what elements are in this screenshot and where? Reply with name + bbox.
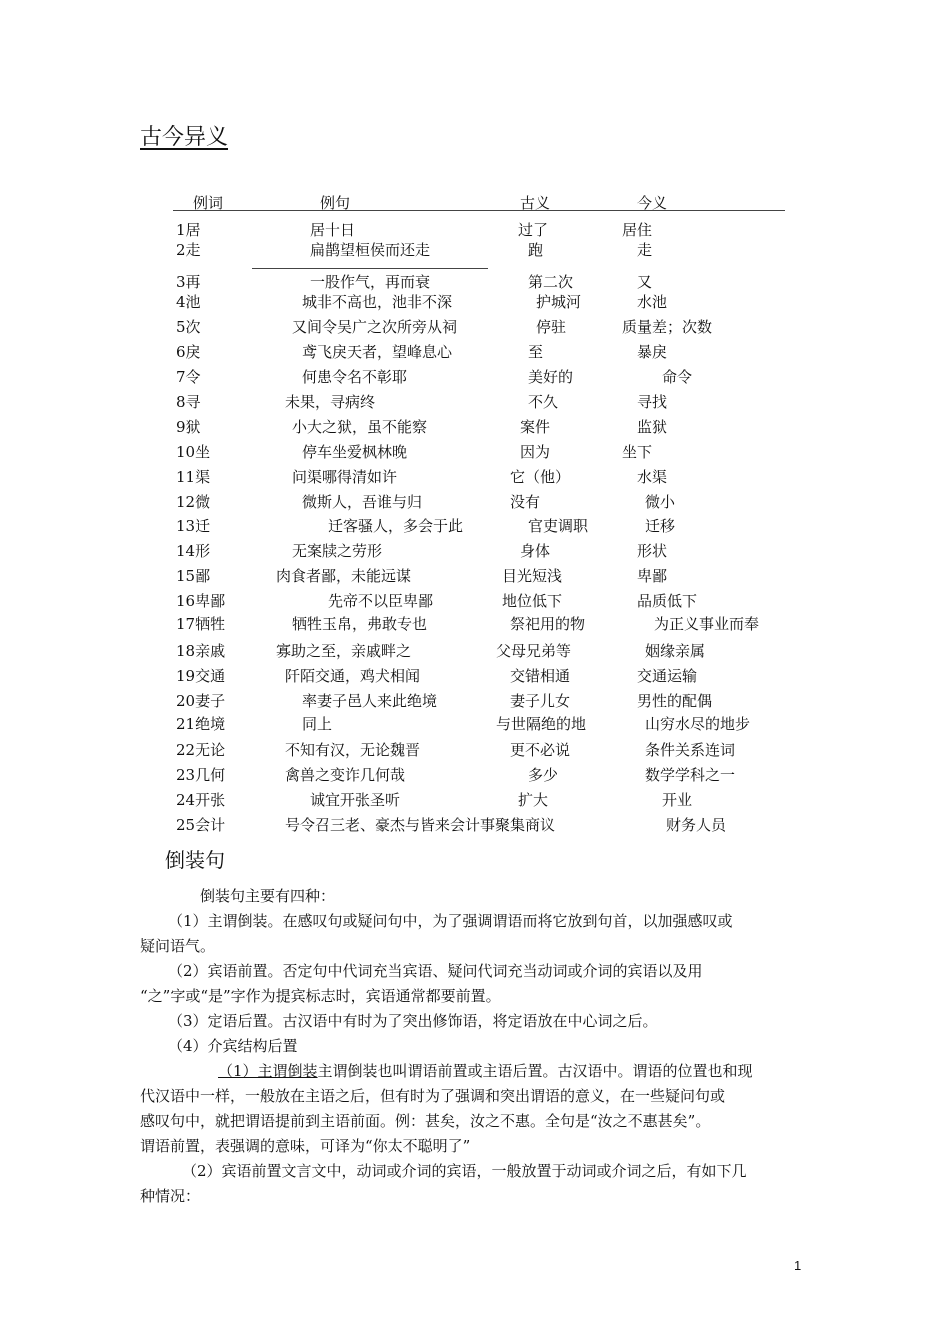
table-cell-modern: 品质低下 <box>637 592 698 610</box>
table-cell-sentence: 微斯人，吾谁与归 <box>302 493 423 511</box>
table-cell-sentence: 小大之狱，虽不能察 <box>292 418 428 436</box>
table-cell-modern: 山穷水尽的地步 <box>645 715 751 733</box>
table-cell-ancient: 过了 <box>518 221 549 239</box>
table-cell-word: 20妻子 <box>176 692 226 710</box>
table-cell-sentence: 牺牲玉帛，弗敢专也 <box>292 615 428 633</box>
paragraph: 种情况： <box>140 1187 201 1205</box>
paragraph: （2）宾语前置。否定句中代词充当宾语、疑问代词充当动词或介词的宾语以及用 <box>168 962 703 980</box>
table-cell-modern: 水池 <box>637 293 668 311</box>
table-divider <box>252 268 488 269</box>
table-cell-word: 22无论 <box>176 741 226 759</box>
table-cell-word: 10坐 <box>176 443 211 461</box>
table-cell-word: 15鄙 <box>176 567 211 585</box>
table-cell-modern: 监狱 <box>637 418 668 436</box>
table-cell-modern: 男性的配偶 <box>637 692 713 710</box>
table-cell-modern: 开业 <box>662 791 693 809</box>
table-cell-ancient: 地位低下 <box>502 592 563 610</box>
table-cell-word: 23几何 <box>176 766 226 784</box>
table-cell-ancient: 跑 <box>528 241 544 259</box>
section-title-ancient-modern: 古今异义 <box>140 125 229 150</box>
table-cell-ancient: 第二次 <box>528 273 574 291</box>
table-cell-sentence: 居十日 <box>310 221 356 239</box>
table-cell-ancient: 没有 <box>510 493 541 511</box>
table-cell-modern: 财务人员 <box>666 816 727 834</box>
table-cell-modern: 数学学科之一 <box>645 766 736 784</box>
table-cell-ancient: 身体 <box>520 542 551 560</box>
paragraph: （4）介宾结构后置 <box>168 1037 298 1055</box>
table-cell-ancient: 扩大 <box>518 791 549 809</box>
table-cell-sentence: 迁客骚人，多会于此 <box>328 517 464 535</box>
table-cell-word: 18亲戚 <box>176 642 226 660</box>
table-cell-word: 8寻 <box>176 393 201 411</box>
table-cell-modern: 暴戾 <box>637 343 668 361</box>
table-cell-ancient: 妻子儿女 <box>510 692 571 710</box>
table-cell-modern: 居住 <box>622 221 653 239</box>
table-cell-sentence: 先帝不以臣卑鄙 <box>328 592 434 610</box>
table-cell-word: 13迁 <box>176 517 211 535</box>
table-cell-sentence: 禽兽之变诈几何哉 <box>285 766 406 784</box>
table-cell-ancient: 官吏调职 <box>528 517 589 535</box>
table-cell-sentence: 未果，寻病终 <box>285 393 376 411</box>
underlined-heading: （1）主谓倒装 <box>218 1062 318 1080</box>
table-cell-word: 24开张 <box>176 791 226 809</box>
table-cell-modern: 质量差；次数 <box>622 318 713 336</box>
paragraph: （2）宾语前置文言文中，动词或介词的宾语，一般放置于动词或介词之后，有如下几 <box>182 1162 747 1180</box>
table-cell-word: 16卑鄙 <box>176 592 226 610</box>
table-cell-modern: 水渠 <box>637 468 668 486</box>
paragraph: 谓语前置，表强调的意味，可译为“你太不聪明了” <box>140 1137 471 1155</box>
table-cell-modern: 命令 <box>662 368 693 386</box>
table-cell-sentence: 又间令吴广之次所旁从祠 <box>292 318 458 336</box>
table-cell-modern: 走 <box>637 241 653 259</box>
table-cell-sentence: 肉食者鄙，未能远谋 <box>276 567 412 585</box>
table-cell-modern: 姻缘亲属 <box>645 642 706 660</box>
table-cell-word: 2走 <box>176 241 201 259</box>
table-cell-modern: 为正义事业而奉 <box>654 615 760 633</box>
table-cell-word: 11渠 <box>176 468 211 486</box>
paragraph: 代汉语中一样，一般放在主语之后，但有时为了强调和突出谓语的意义，在一些疑问句或 <box>140 1087 726 1105</box>
header-example-word: 例词 <box>193 194 224 212</box>
paragraph: “之”字或“是”字作为提宾标志时，宾语通常都要前置。 <box>140 987 501 1005</box>
table-cell-ancient: 目光短浅 <box>502 567 563 585</box>
table-cell-ancient: 至 <box>528 343 544 361</box>
table-cell-sentence: 号令召三老、豪杰与皆来会计事聚集商议 <box>285 816 556 834</box>
section-title-inversion: 倒装句 <box>165 848 225 872</box>
header-rule <box>173 210 785 211</box>
table-cell-sentence: 不知有汉，无论魏晋 <box>285 741 421 759</box>
table-cell-sentence: 阡陌交通，鸡犬相闻 <box>285 667 421 685</box>
table-cell-modern: 条件关系连词 <box>645 741 736 759</box>
table-cell-sentence: 鸢飞戾天者，望峰息心 <box>302 343 453 361</box>
paragraph: （1）主谓倒装。在感叹句或疑问句中，为了强调谓语而将它放到句首，以加强感叹或 <box>168 912 733 930</box>
table-cell-ancient: 更不必说 <box>510 741 571 759</box>
table-cell-ancient: 停驻 <box>536 318 567 336</box>
table-cell-modern: 交通运输 <box>637 667 698 685</box>
table-cell-ancient: 它（他） <box>510 468 571 486</box>
table-cell-ancient: 不久 <box>528 393 559 411</box>
table-cell-ancient: 美好的 <box>528 368 574 386</box>
table-cell-ancient: 与世隔绝的地 <box>496 715 587 733</box>
table-cell-ancient: 护城河 <box>536 293 582 311</box>
table-cell-word: 21绝境 <box>176 715 226 733</box>
paragraph: （3）定语后置。古汉语中有时为了突出修饰语，将定语放在中心词之后。 <box>168 1012 658 1030</box>
table-cell-word: 3再 <box>176 273 201 291</box>
table-cell-sentence: 同上 <box>302 715 333 733</box>
paragraph <box>218 1059 898 1084</box>
table-cell-word: 14形 <box>176 542 211 560</box>
table-cell-ancient: 祭祀用的物 <box>510 615 586 633</box>
page-number: 1 <box>794 1258 802 1273</box>
table-cell-modern: 又 <box>637 273 653 291</box>
table-cell-ancient: 因为 <box>520 443 551 461</box>
table-cell-word: 1居 <box>176 221 201 239</box>
table-cell-sentence: 扁鹊望桓侯而还走 <box>310 241 431 259</box>
table-cell-sentence: 停车坐爱枫林晚 <box>302 443 408 461</box>
table-cell-modern: 形状 <box>637 542 668 560</box>
table-cell-word: 7令 <box>176 368 201 386</box>
table-cell-modern: 寻找 <box>637 393 668 411</box>
table-cell-word: 19交通 <box>176 667 226 685</box>
table-cell-word: 5次 <box>176 318 201 336</box>
table-cell-sentence: 诚宜开张圣听 <box>310 791 401 809</box>
table-cell-sentence: 问渠哪得清如许 <box>292 468 398 486</box>
table-cell-ancient: 交错相通 <box>510 667 571 685</box>
table-cell-word: 25会计 <box>176 816 226 834</box>
table-cell-modern: 坐下 <box>622 443 653 461</box>
paragraph: 倒装句主要有四种： <box>200 887 336 905</box>
table-cell-word: 9狱 <box>176 418 201 436</box>
paragraph: 感叹句中，就把谓语提前到主语前面。例：甚矣，汝之不惠。全句是“汝之不惠甚矣”。 <box>140 1112 711 1130</box>
header-ancient-meaning: 古义 <box>520 194 551 212</box>
table-cell-ancient: 案件 <box>520 418 551 436</box>
table-cell-word: 6戾 <box>176 343 201 361</box>
table-cell-word: 4池 <box>176 293 201 311</box>
table-cell-modern: 卑鄙 <box>637 567 668 585</box>
header-example-sentence: 例句 <box>320 194 351 212</box>
table-cell-sentence: 无案牍之劳形 <box>292 542 383 560</box>
table-cell-sentence: 城非不高也，池非不深 <box>302 293 453 311</box>
table-cell-word: 17牺牲 <box>176 615 226 633</box>
header-modern-meaning: 今义 <box>637 194 668 212</box>
table-cell-sentence: 何患令名不彰耶 <box>302 368 408 386</box>
paragraph-text: 主谓倒装也叫谓语前置或主语后置。古汉语中。谓语的位置也和现 <box>317 1062 753 1080</box>
table-cell-modern: 迁移 <box>645 517 676 535</box>
table-cell-word: 12微 <box>176 493 211 511</box>
table-cell-sentence: 率妻子邑人来此绝境 <box>302 692 438 710</box>
table-cell-ancient: 父母兄弟等 <box>496 642 572 660</box>
table-cell-sentence: 寡助之至，亲戚畔之 <box>276 642 412 660</box>
table-cell-ancient: 多少 <box>528 766 559 784</box>
paragraph: 疑问语气。 <box>140 937 216 955</box>
table-cell-modern: 微小 <box>645 493 676 511</box>
table-cell-sentence: 一股作气，再而衰 <box>310 273 431 291</box>
